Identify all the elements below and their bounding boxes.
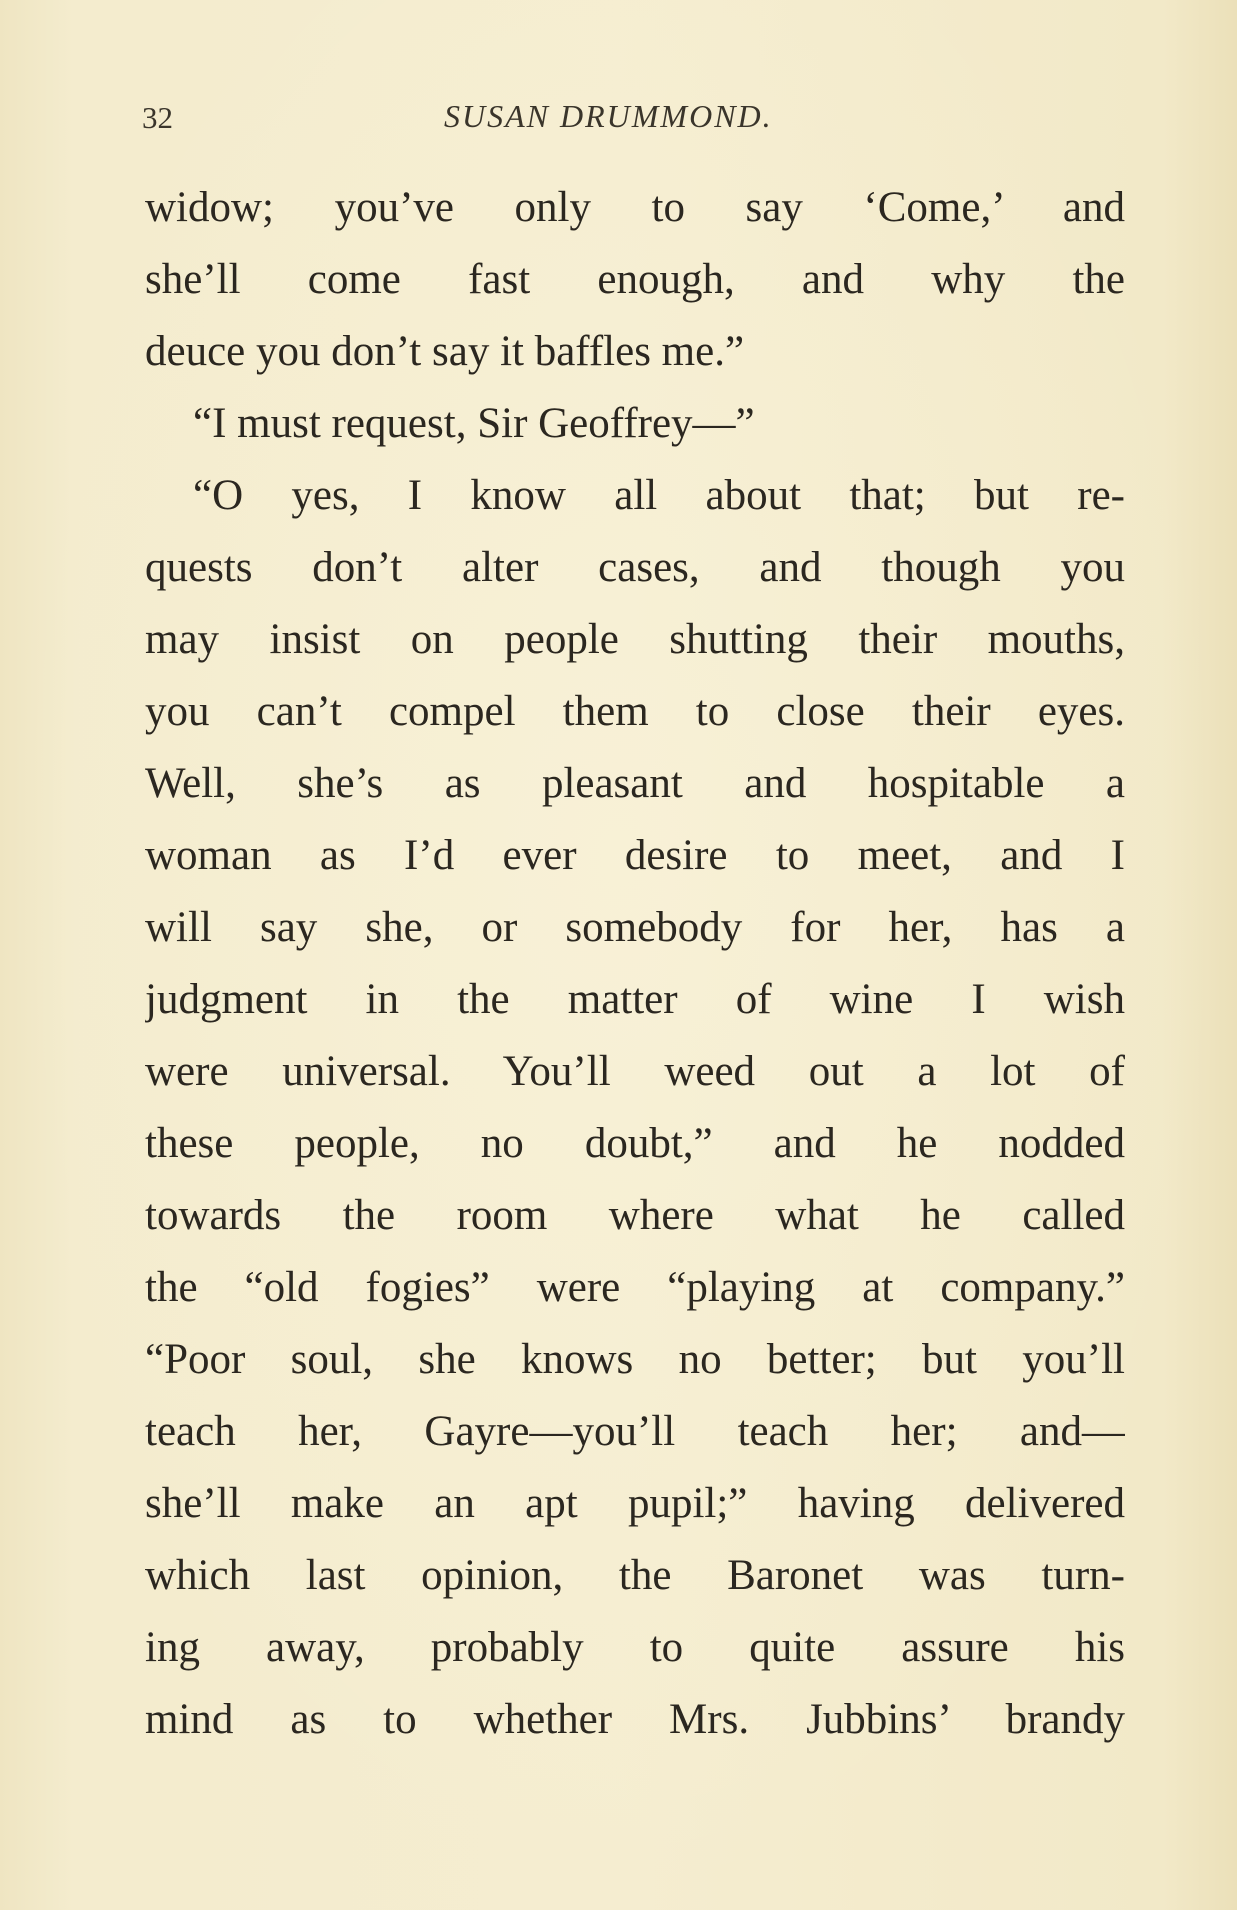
text-line: these people, no doubt,” and he nodded (145, 1120, 1125, 1167)
text-line: woman as I’d ever desire to meet, and I (145, 832, 1125, 879)
text-line: may insist on people shutting their mouths, (145, 616, 1125, 663)
text-line: ing away, probably to quite assure his (145, 1624, 1125, 1671)
running-title: SUSAN DRUMMOND. (444, 98, 773, 134)
text-line: quests don’t alter cases, and though you (145, 544, 1125, 591)
page-number: 32 (142, 100, 173, 135)
text-line: Well, she’s as pleasant and hospitable a (145, 760, 1125, 807)
running-head (130, 88, 1130, 148)
text-line: she’ll come fast enough, and why the (145, 256, 1125, 303)
text-line: she’ll make an apt pupil;” having delivered (145, 1480, 1125, 1527)
text-line: “I must request, Sir Geoffrey—” (193, 400, 755, 447)
text-line: deuce you don’t say it baffles me.” (145, 328, 745, 375)
body-text (145, 172, 1125, 1756)
text-line: “O yes, I know all about that; but re- (193, 472, 1125, 519)
text-line: which last opinion, the Baronet was turn- (145, 1552, 1125, 1599)
text-line: the “old fogies” were “playing at company.” (145, 1264, 1125, 1311)
text-line: will say she, or somebody for her, has a (145, 904, 1125, 951)
text-line: you can’t compel them to close their eyes. (145, 688, 1125, 735)
text-line: mind as to whether Mrs. Jubbins’ brandy (145, 1696, 1125, 1743)
text-line: teach her, Gayre—you’ll teach her; and— (145, 1408, 1125, 1455)
text-line: towards the room where what he called (145, 1192, 1125, 1239)
text-line: were universal. You’ll weed out a lot of (145, 1048, 1125, 1095)
text-line: widow; you’ve only to say ‘Come,’ and (145, 184, 1125, 231)
text-line: “Poor soul, she knows no better; but you’ll (145, 1336, 1125, 1383)
text-line: judgment in the matter of wine I wish (145, 976, 1125, 1023)
